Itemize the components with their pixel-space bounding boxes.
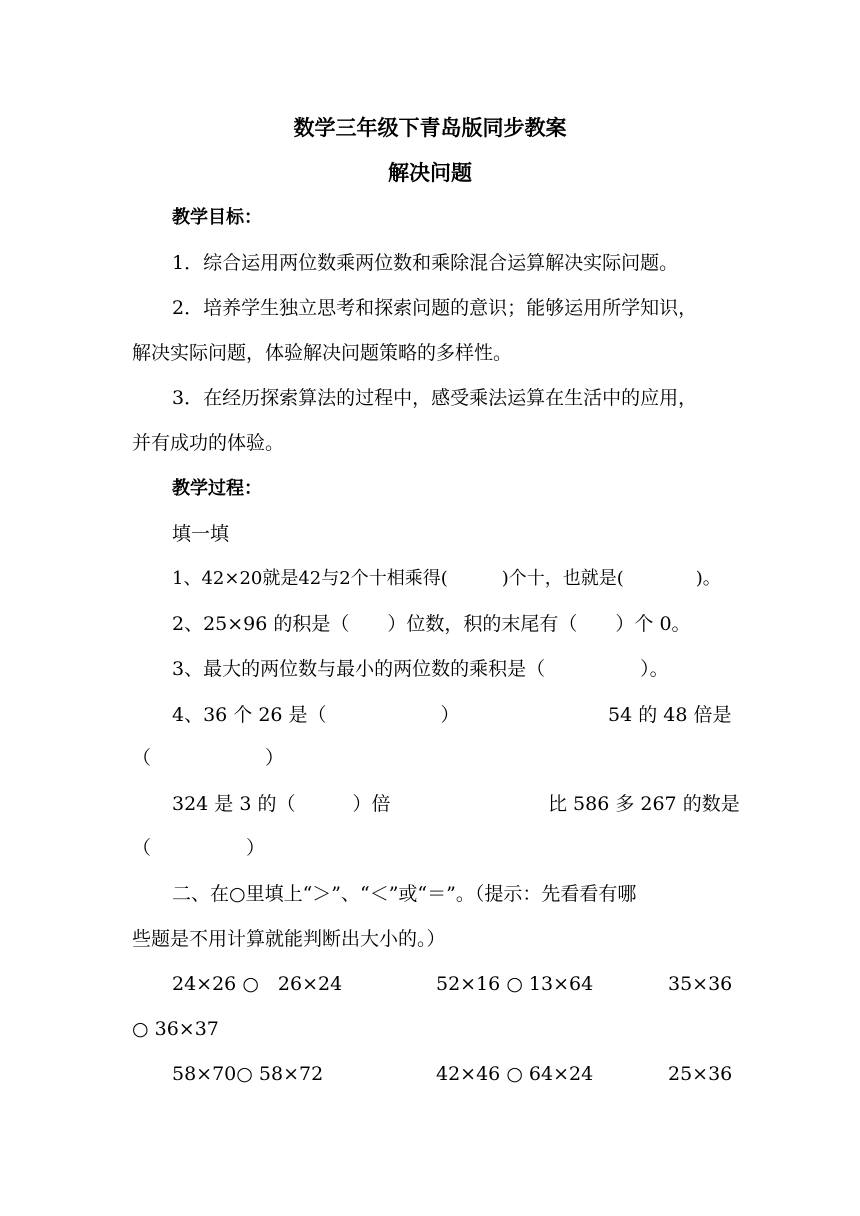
compare-1-a: 24×26 ○ 26×24 (172, 973, 343, 995)
fill-heading: 填一填 (172, 523, 230, 545)
question-4-part-a: 4、36 个 26 是（ ） (172, 704, 460, 726)
question-5-blank: （ ） (132, 837, 266, 859)
document-subtitle: 解决问题 (388, 161, 472, 185)
compare-1-b: 52×16 ○ 13×64 (436, 973, 594, 995)
section-2-line1: 二、在○里填上“＞”、“＜”或“＝”。（提示：先看看有哪 (172, 883, 637, 905)
section-2-line2: 些题是不用计算就能判断出大小的。） (132, 928, 446, 950)
objectives-heading: 教学目标： (172, 207, 262, 228)
question-5-part-b: 比 586 多 267 的数是 (548, 793, 740, 815)
question-4-blank: （ ） (132, 747, 285, 769)
compare-1-c: 35×36 (668, 973, 733, 995)
question-2: 2、25×96 的积是（ ）位数，积的末尾有（ ）个 0。 (172, 613, 691, 635)
compare-1-d: ○ 36×37 (132, 1018, 219, 1040)
compare-2-b: 42×46 ○ 64×24 (436, 1063, 594, 1085)
document-title: 数学三年级下青岛版同步教案 (293, 116, 567, 140)
question-1: 1、42×20就是42与2个十相乘得( )个十，也就是( )。 (172, 568, 721, 589)
question-3: 3、最大的两位数与最小的两位数的乘积是（ ）。 (172, 658, 669, 680)
objective-3-line2: 并有成功的体验。 (132, 432, 285, 454)
objective-2-line1: 2．培养学生独立思考和探索问题的意识；能够运用所学知识， (172, 297, 698, 319)
objective-2-line2: 解决实际问题，体验解决问题策略的多样性。 (132, 342, 513, 364)
compare-2-c: 25×36 (668, 1063, 733, 1085)
objective-3-line1: 3．在经历探索算法的过程中，感受乘法运算在生活中的应用， (172, 387, 698, 409)
process-heading: 教学过程： (172, 478, 262, 499)
objective-1: 1．综合运用两位数乘两位数和乘除混合运算解决实际问题。 (172, 252, 679, 274)
question-5-part-a: 324 是 3 的（ ）倍 (172, 793, 391, 815)
compare-2-a: 58×70○ 58×72 (172, 1063, 324, 1085)
question-4-part-b: 54 的 48 倍是 (608, 704, 732, 726)
